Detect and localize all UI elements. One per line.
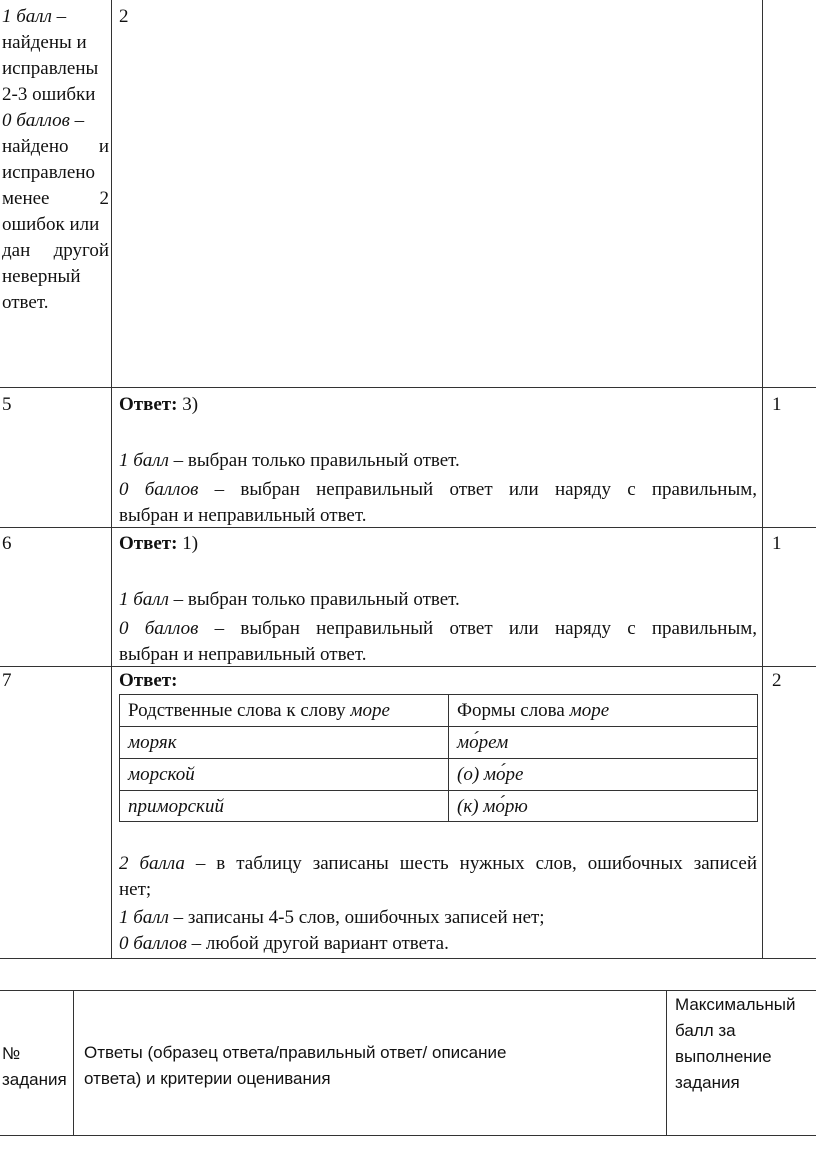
header-word-forms: Формы слова море: [457, 700, 610, 721]
header-answers-cont: ответа) и критерии оценивания: [84, 1069, 331, 1088]
criteria-line: исправлены: [2, 58, 99, 79]
table-row: [120, 758, 757, 789]
row-divider-4-5: [0, 387, 816, 388]
task4-score: 2: [119, 6, 129, 27]
header-max-score: Максимальный: [675, 995, 796, 1014]
task6-number: 6: [2, 533, 12, 554]
criteria-line: ошибок или: [2, 214, 100, 235]
criteria-line: 0 баллов –: [2, 110, 85, 131]
header-related-words: Родственные слова к слову море: [128, 700, 390, 721]
criteria-line: неверный: [2, 266, 81, 287]
related-word: моряк: [128, 732, 177, 753]
table-border-right-inner: [762, 0, 763, 958]
task7-answer-label: Ответ:: [119, 670, 178, 691]
table-row: [120, 726, 757, 757]
criteria-line: найдены и: [2, 32, 87, 53]
criteria-line: найдено и: [2, 136, 109, 157]
task7-score: 2: [772, 670, 782, 691]
task6-score: 1: [772, 533, 782, 554]
task6-criterion-0-cont: выбран и неправильный ответ.: [119, 644, 367, 665]
table-row: [120, 790, 757, 821]
criteria-line: 2-3 ошибки: [2, 84, 96, 105]
table-header-row: [120, 695, 757, 726]
criteria-line: менее 2: [2, 188, 109, 209]
task7-number: 7: [2, 670, 12, 691]
task6-answer: Ответ: 1): [119, 533, 199, 554]
task5-score: 1: [772, 394, 782, 415]
word-form: (о) мо́ре: [457, 764, 524, 785]
criteria-line: ответ.: [2, 292, 49, 313]
header-task-number: №: [2, 1044, 21, 1063]
task6-criterion-0: 0 баллов – выбран неправильный ответ или наряду с правильным,: [119, 618, 757, 639]
task5-number: 5: [2, 394, 12, 415]
word-form: мо́рем: [457, 732, 509, 753]
criteria-line: дан другой: [2, 240, 109, 261]
header-task-number-label: задания: [2, 1070, 67, 1089]
header-max-score: задания: [675, 1073, 740, 1092]
task7-criterion-0: 0 баллов – любой другой вариант ответа.: [119, 933, 449, 954]
task6-criterion-1: 1 балл – выбран только правильный ответ.: [119, 589, 460, 610]
header-answers: Ответы (образец ответа/правильный ответ/ описание: [84, 1043, 507, 1062]
task7-answer-table: [119, 694, 758, 822]
header-max-score: выполнение: [675, 1047, 772, 1066]
task5-answer: Ответ: 3): [119, 394, 199, 415]
task5-criterion-1: 1 балл – выбран только правильный ответ.: [119, 450, 460, 471]
header-col-divider-1: [73, 990, 74, 1136]
header-max-score: балл за: [675, 1021, 736, 1040]
table-border-left-inner: [111, 0, 112, 958]
related-word: приморский: [128, 796, 224, 817]
task5-criterion-0-cont: выбран и неправильный ответ.: [119, 505, 367, 526]
task7-criterion-1: 1 балл – записаны 4-5 слов, ошибочных записей нет;: [119, 907, 545, 928]
header-table-top: [0, 990, 816, 991]
task7-criterion-2-cont: нет;: [119, 879, 152, 900]
task7-criterion-2: 2 балла – в таблицу записаны шесть нужных слов, ошибочных записей: [119, 853, 758, 874]
criteria-line: 1 балл –: [2, 6, 67, 27]
header-col-divider-2: [666, 990, 667, 1136]
row-divider-bottom: [0, 958, 816, 959]
related-word: морской: [128, 764, 195, 785]
task5-criterion-0: 0 баллов – выбран неправильный ответ или наряду с правильным,: [119, 479, 757, 500]
word-form: (к) мо́рю: [457, 796, 528, 817]
header-table-bottom: [0, 1135, 816, 1136]
criteria-line: исправлено: [2, 162, 96, 183]
